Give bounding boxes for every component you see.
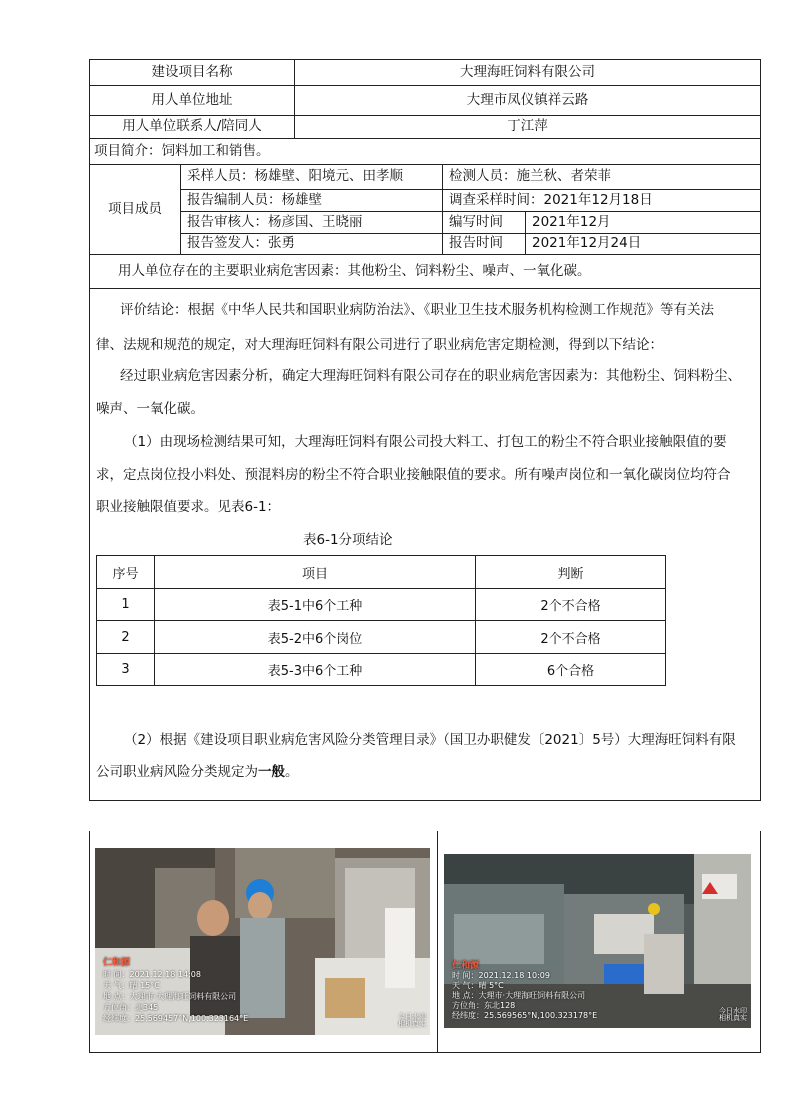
photo-frame-divider bbox=[437, 831, 438, 1053]
conclusion-p4-line2 bbox=[96, 766, 756, 780]
reviewers: 报告审核人：杨彦国、王晓丽 bbox=[180, 211, 443, 234]
conclusion-p1-line2: 律、法规和规范的规定，对大理海旺饲料有限公司进行了职业病危害定期检测，得到以下结论： bbox=[96, 337, 663, 353]
row2-judge: 2个不合格 bbox=[475, 620, 666, 654]
report-label: 报告时间 bbox=[442, 233, 526, 255]
label-project-name: 建设项目名称 bbox=[89, 59, 295, 86]
row1-no: 1 bbox=[96, 588, 155, 621]
project-intro: 项目简介：饲料加工和销售。 bbox=[89, 138, 761, 165]
row2-item: 表5-2中6个岗位 bbox=[154, 620, 476, 654]
photo2-watermark-line1: 时 间：2021.12.18 10:09 bbox=[452, 971, 550, 980]
header-judge: 判断 bbox=[475, 555, 666, 589]
row2-no: 2 bbox=[96, 620, 155, 654]
header-item: 项目 bbox=[154, 555, 476, 589]
writer: 报告编制人员：杨雄壁 bbox=[180, 189, 443, 212]
photo-frame-left-border bbox=[89, 831, 90, 1053]
value-project-name: 大理海旺饲料有限公司 bbox=[294, 59, 761, 86]
table-title: 表6-1分项结论 bbox=[303, 532, 393, 548]
photo1-watermark-line5: 经纬度：25.569457°N,100.323164°E bbox=[103, 1014, 249, 1023]
survey-time: 调查采样时间：2021年12月18日 bbox=[442, 189, 761, 212]
value-address: 大理市凤仪镇祥云路 bbox=[294, 85, 761, 116]
row1-judge: 2个不合格 bbox=[475, 588, 666, 621]
photo1-watermark-line4: 方位角：北345 bbox=[103, 1003, 159, 1012]
risk-prefix: 公司职业病风险分类规定为 bbox=[96, 764, 258, 780]
photo2-watermark-brand: 仁和源 bbox=[452, 961, 480, 971]
conclusion-p3-line3: 职业接触限值要求。见表6-1： bbox=[96, 499, 281, 515]
report-value: 2021年12月24日 bbox=[525, 233, 761, 255]
site-photo-1 bbox=[95, 848, 430, 1035]
conclusion-p2-line1: 经过职业病危害因素分析，确定大理海旺饲料有限公司存在的职业病危害因素为：其他粉尘、饲料粉尘、 bbox=[120, 368, 741, 384]
row3-no: 3 bbox=[96, 653, 155, 686]
photo1-watermark-logo: 今日水印 相机真实 bbox=[398, 1012, 426, 1029]
hazard-factors: 用人单位存在的主要职业病危害因素：其他粉尘、饲料粉尘、噪声、一氧化碳。 bbox=[89, 254, 761, 289]
label-address: 用人单位地址 bbox=[89, 85, 295, 116]
photo1-watermark-brand: 仁和源 bbox=[103, 958, 131, 968]
row1-item: 表5-1中6个工种 bbox=[154, 588, 476, 621]
photo-frame-right-border bbox=[760, 831, 761, 1053]
risk-level: 一般 bbox=[258, 764, 285, 780]
photo1-watermark-line3: 地 点：大理市·大理海旺饲料有限公司 bbox=[103, 992, 237, 1001]
photo-frame-bottom-border bbox=[89, 1052, 761, 1053]
risk-suffix: 。 bbox=[285, 764, 299, 780]
value-contact: 丁江萍 bbox=[294, 115, 761, 139]
compile-label: 编写时间 bbox=[442, 211, 526, 234]
site-photo-2 bbox=[444, 854, 751, 1028]
photo1-watermark-line1: 时 间：2021.12.18 14:08 bbox=[103, 970, 201, 979]
photo1-watermark-line2: 天 气：晴 15°C bbox=[103, 981, 160, 990]
conclusion-p2-line2: 噪声、一氧化碳。 bbox=[96, 401, 204, 417]
photo2-watermark-line2: 天 气：晴 5°C bbox=[452, 981, 504, 990]
header-no: 序号 bbox=[96, 555, 155, 589]
conclusion-p4-line1: （2）根据《建设项目职业病危害风险分类管理目录》（国卫办职健发〔2021〕5号）大理海旺饲料有限 bbox=[124, 732, 736, 748]
row3-item: 表5-3中6个工种 bbox=[154, 653, 476, 686]
testers: 检测人员：施兰秋、者荣菲 bbox=[442, 164, 761, 190]
conclusion-p3-line2: 求，定点岗位投小料处、预混料房的粉尘不符合职业接触限值的要求。所有噪声岗位和一氧化碳岗位均符合 bbox=[96, 467, 731, 483]
label-contact: 用人单位联系人/陪同人 bbox=[89, 115, 295, 139]
photo2-watermark-line5: 经纬度：25.569565°N,100.323178°E bbox=[452, 1011, 598, 1020]
photo2-watermark-line3: 地 点：大理市·大理海旺饲料有限公司 bbox=[452, 991, 586, 1000]
signer: 报告签发人：张勇 bbox=[180, 233, 443, 255]
samplers: 采样人员：杨雄壁、阳境元、田孝顺 bbox=[180, 164, 443, 190]
photo2-watermark-line4: 方位角：东北128 bbox=[452, 1001, 516, 1010]
compile-value: 2021年12月 bbox=[525, 211, 761, 234]
photo2-watermark-logo: 今日水印 相机真实 bbox=[719, 1006, 747, 1023]
row3-judge: 6个合格 bbox=[475, 653, 666, 686]
conclusion-p3-line1: （1）由现场检测结果可知，大理海旺饲料有限公司投大料工、打包工的粉尘不符合职业接触限值的要 bbox=[124, 434, 727, 450]
members-label: 项目成员 bbox=[89, 164, 181, 255]
conclusion-p1-line1: 评价结论：根据《中华人民共和国职业病防治法》、《职业卫生技术服务机构检测工作规范》等有关法 bbox=[120, 302, 714, 318]
